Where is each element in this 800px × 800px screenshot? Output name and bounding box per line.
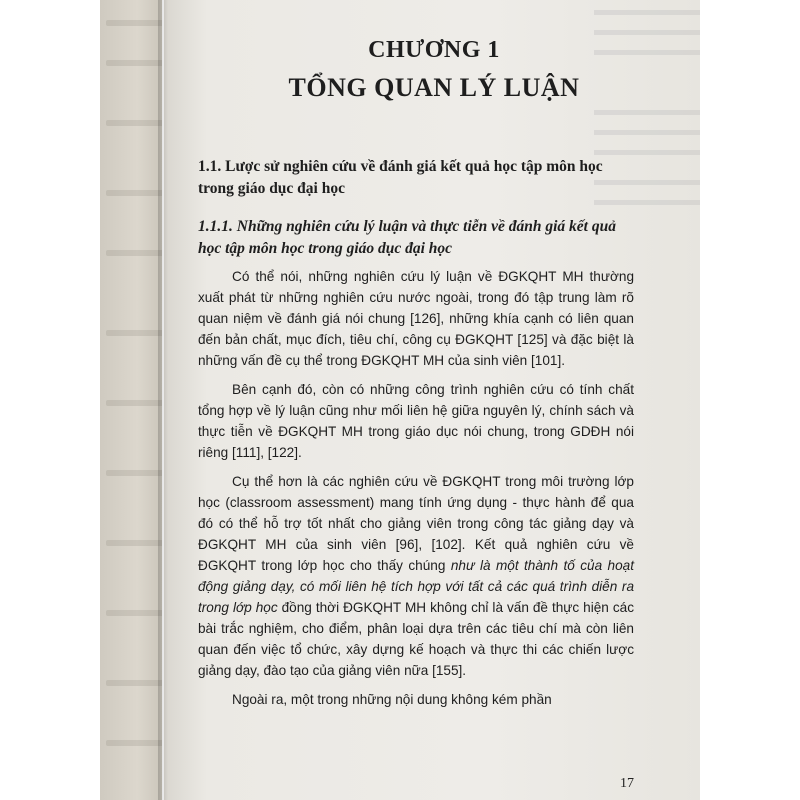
chapter-title: TỔNG QUAN LÝ LUẬN xyxy=(288,73,580,102)
chapter-number: CHƯƠNG 1 xyxy=(368,37,500,63)
page-content xyxy=(198,34,634,710)
paragraph-text: Cụ thể hơn là các nghiên cứu về ĐGKQHT trong môi trường lớp học (classroom assessment) mang tính ứng dụng - thực hành để qua đó có thể hỗ trợ tốt nhất cho giảng viên trong công tác giảng dạy và ĐGKQHT MH của sinh viên [96], [102]. Kết quả nghiên cứu về ĐGKQHT trong lớp học cho thấy chúng xyxy=(198,474,634,573)
subsection-heading: 1.1.1. Những nghiên cứu lý luận và thực tiễn về đánh giá kết quả học tập môn học trong giáo dục đại học xyxy=(198,218,616,257)
background-margin xyxy=(700,0,800,800)
book-gutter-shadow xyxy=(158,0,168,800)
paragraph: Bên cạnh đó, còn có những công trình nghiên cứu có tính chất tổng hợp về lý luận cũng như mối liên hệ giữa nguyên lý, chính sách và thực tiễn về ĐGKQHT MH trong giáo dục nói chung, trong GDĐH nói riêng [111], [122]. xyxy=(198,382,634,460)
paragraph-text: đồng thời ĐGKQHT MH không chỉ là vấn đề thực hiện các bài trắc nghiệm, cho điểm, phân loại dựa trên các tiêu chí mà còn liên quan đến việc tổ chức, xây dựng kế hoạch và thực thi các chiến lược giảng dạy, đào tạo của giảng viên nữa [155]. xyxy=(198,600,634,678)
paragraph: Ngoài ra, một trong những nội dung không kém phần xyxy=(232,692,552,707)
facing-page-edge xyxy=(100,0,162,800)
paragraph xyxy=(198,471,634,681)
page-number: 17 xyxy=(620,776,634,791)
section-heading: 1.1. Lược sử nghiên cứu về đánh giá kết quả học tập môn học trong giáo dục đại học xyxy=(198,158,603,197)
paragraph-emphasis: như là một thành tố của hoạt động giảng dạy, có mối liên hệ tích hợp với tất cả các quá trình diễn ra trong lớp học xyxy=(198,558,634,615)
paragraph: Có thể nói, những nghiên cứu lý luận về ĐGKQHT MH thường xuất phát từ những nghiên cứu nước ngoài, trong đó tập trung làm rõ quan niệm về đánh giá nói chung [126], những khía cạnh có liên quan đến bản chất, mục đích, tiêu chí, công cụ ĐGKQHT [125] và đặc biệt là những vấn đề cụ thể trong ĐGKQHT MH của sinh viên [101]. xyxy=(198,269,634,368)
